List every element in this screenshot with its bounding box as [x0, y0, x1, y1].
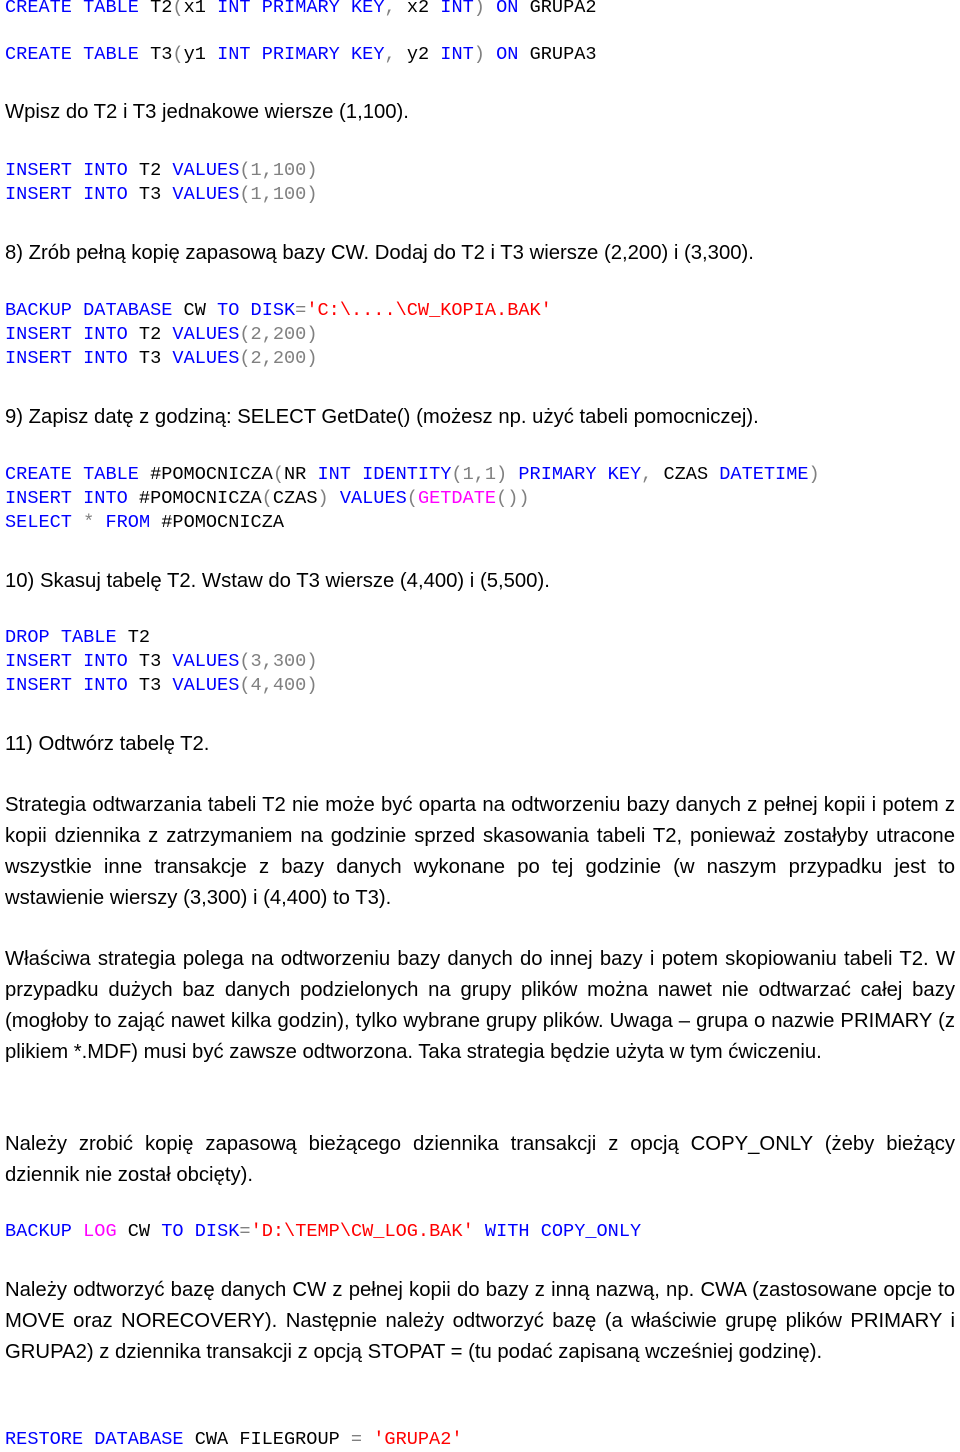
code-token: TO [217, 300, 240, 321]
paragraph-log-backup: Należy zrobić kopię zapasową bieżącego dziennika transakcji z opcją COPY_ONLY (żeby bieżący dziennik nie został obcięty). [5, 1133, 955, 1186]
code-token: 4,400 [250, 675, 307, 696]
code-token: 2,200 [250, 324, 307, 345]
code-token: * [83, 512, 95, 533]
code-block-create-t3 [5, 43, 597, 67]
code-token: RESTORE [5, 1429, 84, 1450]
code-token: ) [306, 651, 318, 672]
code-token: INTO [83, 348, 128, 369]
code-token: ) [306, 160, 318, 181]
code-token: INSERT [5, 651, 72, 672]
code-token: TABLE [83, 464, 139, 485]
code-token: INSERT [5, 348, 72, 369]
code-block-restore-database [5, 1428, 463, 1452]
code-line [5, 626, 318, 650]
code-token: T3 [127, 675, 173, 696]
code-token: KEY [351, 44, 385, 65]
code-line [5, 347, 552, 371]
code-token: INTO [83, 324, 128, 345]
code-token: PRIMARY [261, 0, 340, 18]
code-token: INT [217, 44, 251, 65]
code-token: 'GRUPA2' [373, 1429, 463, 1450]
code-token: DROP [5, 627, 50, 648]
code-token: CZAS [652, 464, 720, 485]
code-token: DATETIME [719, 464, 809, 485]
code-token [72, 300, 83, 321]
code-token: ) [473, 0, 485, 18]
code-token: x2 [395, 0, 441, 18]
code-token: ( [239, 675, 251, 696]
paragraph-strategy-1: Strategia odtwarzania tabeli T2 nie może być oparta na odtworzeniu bazy danych z pełnej kopii i potem z kopii dziennika z zatrzymaniem na godzinie sprzed skasowania tabeli T2, ponieważ zostałyby utracone wszystkie inne transakcje z bazy danych wykonane po tej godzinie (w naszym przypadku jest to wstawienie wierszy (3,300) i (4,400) to T3). [5, 794, 955, 909]
code-token: TABLE [60, 627, 117, 648]
code-line [5, 511, 820, 535]
code-token: , [384, 44, 396, 65]
code-token: CREATE [5, 44, 72, 65]
code-token: CW [116, 1221, 162, 1242]
code-token [184, 1221, 195, 1242]
code-token: CREATE [5, 0, 72, 18]
code-token [340, 44, 351, 65]
code-token: PRIMARY [261, 44, 340, 65]
code-token: DISK [250, 300, 296, 321]
code-token: T3 [127, 184, 173, 205]
code-token: 'D:\TEMP\CW_LOG.BAK' [250, 1221, 474, 1242]
code-token [72, 324, 83, 345]
code-token: VALUES [172, 348, 240, 369]
code-token: ) [317, 488, 329, 509]
code-token: GETDATE [417, 488, 497, 509]
step-8-heading: 8) Zrób pełną kopię zapasową bazy CW. Dodaj do T2 i T3 wiersze (2,200) i (3,300). [5, 242, 754, 264]
code-token [72, 1221, 83, 1242]
code-token: ) [473, 44, 485, 65]
code-token: COPY_ONLY [540, 1221, 642, 1242]
code-token: ( [239, 348, 251, 369]
code-token: INT [440, 44, 474, 65]
code-token: 2,200 [250, 348, 307, 369]
code-line [5, 1428, 463, 1452]
code-token: ( [261, 488, 273, 509]
code-token: ( [239, 651, 251, 672]
code-token: T2 [116, 627, 151, 648]
code-token: INTO [83, 184, 128, 205]
code-block-insert-1 [5, 159, 318, 207]
code-token: INTO [83, 675, 128, 696]
code-token: #POMOCNICZA [127, 488, 262, 509]
code-line [5, 487, 820, 511]
code-token: T2 [127, 324, 173, 345]
code-token: DATABASE [83, 300, 173, 321]
code-token: INT [440, 0, 474, 18]
code-token: #POMOCNICZA [150, 512, 285, 533]
code-token: FROM [105, 512, 151, 533]
code-token [251, 0, 262, 18]
code-token [351, 464, 362, 485]
code-token: VALUES [172, 324, 240, 345]
code-token: BACKUP [5, 1221, 72, 1242]
code-token [72, 675, 83, 696]
code-token: SELECT [5, 512, 72, 533]
code-token [72, 348, 83, 369]
code-token: T3 [127, 348, 173, 369]
code-token [507, 464, 518, 485]
code-token: #POMOCNICZA [138, 464, 273, 485]
code-token: = [295, 300, 307, 321]
code-token: PRIMARY [518, 464, 597, 485]
code-token: ) [306, 675, 318, 696]
code-token [94, 512, 105, 533]
code-token: GRUPA3 [518, 44, 597, 65]
code-token [530, 1221, 541, 1242]
code-line [5, 159, 318, 183]
code-token: VALUES [172, 160, 240, 181]
code-token: VALUES [172, 675, 240, 696]
code-token: DATABASE [94, 1429, 184, 1450]
code-token [72, 0, 83, 18]
code-token: , [384, 0, 396, 18]
code-line [5, 1220, 641, 1244]
code-token: ON [496, 0, 519, 18]
code-token: INSERT [5, 160, 72, 181]
code-token: VALUES [172, 184, 240, 205]
code-line [5, 323, 552, 347]
code-token: 1,100 [250, 184, 307, 205]
code-token [72, 464, 83, 485]
code-token: INTO [83, 488, 128, 509]
code-token [72, 160, 83, 181]
code-token: INSERT [5, 488, 72, 509]
code-token: ) [808, 464, 820, 485]
code-token [72, 44, 83, 65]
code-token [362, 1429, 373, 1450]
code-token [83, 1429, 94, 1450]
code-token: ) [306, 184, 318, 205]
code-token: (1,1) [451, 464, 508, 485]
code-token: TO [161, 1221, 184, 1242]
code-block-backup-log [5, 1220, 641, 1244]
code-token: ( [172, 0, 184, 18]
code-token: INSERT [5, 184, 72, 205]
code-token [485, 44, 496, 65]
code-token: ( [239, 184, 251, 205]
code-line [5, 0, 597, 20]
code-token [596, 464, 607, 485]
code-token: INT [317, 464, 351, 485]
code-token [474, 1221, 485, 1242]
code-token [72, 651, 83, 672]
code-token: ) [306, 348, 318, 369]
code-token: y2 [395, 44, 441, 65]
code-token: NR [284, 464, 318, 485]
code-token: T2 [127, 160, 173, 181]
code-token: ( [172, 44, 184, 65]
code-token: LOG [83, 1221, 117, 1242]
code-token: ( [239, 160, 251, 181]
code-token: x1 [183, 0, 218, 18]
paragraph-restore: Należy odtworzyć bazę danych CW z pełnej kopii do bazy z inną nazwą, np. CWA (zastosowane opcje to MOVE oraz NORECOVERY). Następnie należy odtworzyć bazę (a właściwie grupę plików PRIMARY i GRUPA2) z dziennika transakcji z opcją STOPAT = (tu podać zapisaną wcześniej godzinę). [5, 1279, 955, 1363]
code-token [340, 0, 351, 18]
code-token: CZAS [272, 488, 318, 509]
code-token: T3 [138, 44, 173, 65]
code-token: INSERT [5, 675, 72, 696]
code-token: BACKUP [5, 300, 72, 321]
code-block-backup-database [5, 299, 552, 371]
step-9-heading: 9) Zapisz datę z godziną: SELECT GetDate() (możesz np. użyć tabeli pomocniczej). [5, 406, 759, 428]
code-block-pomocnicza [5, 463, 820, 535]
code-token [72, 184, 83, 205]
code-token [329, 488, 340, 509]
code-token: CREATE [5, 464, 72, 485]
code-block-create-t2 [5, 0, 597, 20]
code-token: y1 [183, 44, 218, 65]
code-token: INT [217, 0, 251, 18]
code-token: INTO [83, 651, 128, 672]
code-token [251, 44, 262, 65]
code-token: ( [239, 324, 251, 345]
code-token: DISK [194, 1221, 240, 1242]
code-token [239, 300, 250, 321]
code-token: CW [172, 300, 218, 321]
code-line [5, 299, 552, 323]
step-10-heading: 10) Skasuj tabelę T2. Wstaw do T3 wiersze (4,400) i (5,500). [5, 570, 550, 592]
code-token: ()) [496, 488, 530, 509]
code-token: ) [306, 324, 318, 345]
instruction-insert-rows: Wpisz do T2 i T3 jednakowe wiersze (1,100). [5, 101, 409, 123]
code-token: T2 [138, 0, 173, 18]
code-line [5, 463, 820, 487]
code-token: TABLE [83, 44, 139, 65]
code-block-drop-table [5, 626, 318, 698]
code-token: = [350, 1429, 363, 1450]
code-token: INTO [83, 160, 128, 181]
step-11-heading: 11) Odtwórz tabelę T2. [5, 733, 210, 755]
code-token: ( [272, 464, 284, 485]
code-token: GRUPA2 [518, 0, 597, 18]
code-token [72, 488, 83, 509]
code-token: , [641, 464, 653, 485]
code-token [50, 627, 61, 648]
paragraph-strategy-2: Właściwa strategia polega na odtworzeniu bazy danych do innej bazy i potem skopiowaniu tabeli T2. W przypadku dużych baz danych podzielonych na grupy plików można nawet nie odtwarzać całej bazy (mogłoby to zająć nawet kilka godzin), tylko wybrane grupy plików. Uwaga – grupa o nazwie PRIMARY (z plikiem *.MDF) musi być zawsze odtworzona. Taka strategia będzie użyta w tym ćwiczeniu. [5, 948, 955, 1063]
code-token: VALUES [339, 488, 407, 509]
code-token: WITH [484, 1221, 530, 1242]
code-token: INSERT [5, 324, 72, 345]
code-token: T3 [127, 651, 173, 672]
code-line [5, 650, 318, 674]
code-token [72, 512, 83, 533]
code-token [485, 0, 496, 18]
code-token: ON [496, 44, 519, 65]
code-token: ( [406, 488, 418, 509]
code-token: IDENTITY [362, 464, 452, 485]
code-token: 1,100 [250, 160, 307, 181]
code-token: VALUES [172, 651, 240, 672]
code-token: 3,300 [250, 651, 307, 672]
code-token: 'C:\....\CW_KOPIA.BAK' [306, 300, 552, 321]
code-line [5, 183, 318, 207]
code-token: = [239, 1221, 251, 1242]
code-token: KEY [351, 0, 385, 18]
code-token: TABLE [83, 0, 139, 18]
code-token: CWA FILEGROUP [183, 1429, 351, 1450]
code-token: KEY [607, 464, 642, 485]
code-line [5, 43, 597, 67]
code-line [5, 674, 318, 698]
